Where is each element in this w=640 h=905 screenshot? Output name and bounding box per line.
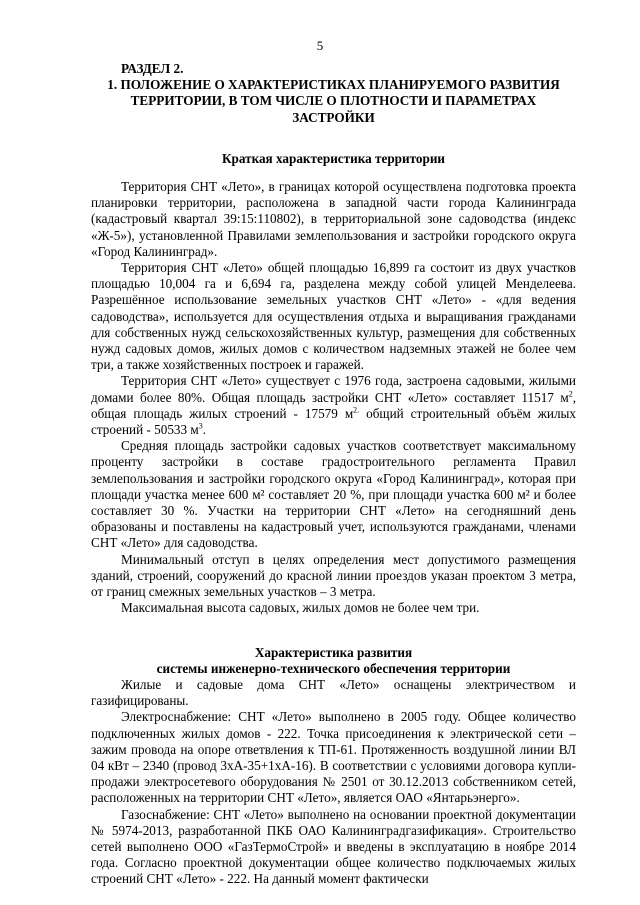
sup-cube: 3 <box>198 421 203 431</box>
document-body <box>91 61 576 888</box>
p3-part-b: , общая площадь жилых строений - 17579 м <box>91 389 576 421</box>
territory-paragraph-6: Максимальная высота садовых, жилых домов не более чем три. <box>121 600 480 616</box>
engineering-paragraph-2: Электроснабжение: СНТ «Лето» выполнено в 2005 году. Общее количество подключенных жилых домов - 222. Точка присоединения к электрической сети – зажим провода на опоре ответвления к ТП-61. Протяженность воздушной линии ВЛ 04 кВт – 2340 (провод 3хА-35+1хА-16). В соответствии с условиями договора купли-продажи электросетевого оборудования № 2501 от 30.12.2013 собственником сетей, расположенных на территории СНТ «Лето», является ОАО «Янтарьэнерго». <box>91 709 576 806</box>
territory-paragraph-2: Территория СНТ «Лето» общей площадью 16,899 га состоит из двух участков площадью 10,004 га и 6,694 га, разделена между собой улицей Менделеева. Разрешённое использование земельных участков СНТ «Лето» - «для ведения садоводства», используется для осуществления отдыха и выращивания гражданами для собственных нужд сельскохозяйственных культур, размещения для собственных нужд садовых домов, жилых домов с количеством надземных этажей не более чем три, а также хозяйственных построек и гаражей. <box>91 260 576 373</box>
section-heading: 1. ПОЛОЖЕНИЕ О ХАРАКТЕРИСТИКАХ ПЛАНИРУЕМОГО РАЗВИТИЯ ТЕРРИТОРИИ, В ТОМ ЧИСЛЕ О ПЛОТНОСТИ И ПАРАМЕТРАХ ЗАСТРОЙКИ <box>107 77 560 125</box>
territory-paragraph-3 <box>91 373 576 438</box>
page-number: 5 <box>316 38 324 53</box>
section-label: РАЗДЕЛ 2. <box>121 61 184 76</box>
sup-square-dot: 2. <box>353 405 360 415</box>
engineering-paragraph-3: Газоснабжение: СНТ «Лето» выполнено на основании проектной документации № 5974-2013, разработанной ПКБ ОАО Калининградгазификация». Строительство сетей выполнено ООО «ГазТермоСтрой» и введены в эксплуатацию в ноябре 2014 года. Согласно проектной документации общее количество подключаемых жилых строений СНТ «Лето» - 222. На данный момент фактически <box>91 806 576 887</box>
p3-part-c: общий строительный объём жилых строений - 50533 м <box>91 405 576 438</box>
p3-part-d: . <box>202 422 207 438</box>
territory-paragraph-1: Территория СНТ «Лето», в границах которой осуществлена подготовка проекта планировки территории, расположена в западной части города Калининграда (кадастровый квартал 39:15:110802), в территориальной зоне садоводства (индекс «Ж-5»), установленной Правилами землепользования и застройки городского округа «Город Калининград». <box>91 179 576 259</box>
territory-title: Краткая характеристика территории <box>221 150 446 166</box>
engineering-paragraph-1: Жилые и садовые дома СНТ «Лето» оснащены электричеством и газифицированы. <box>91 676 576 709</box>
territory-paragraph-5: Минимальный отступ в целях определения мест допустимого размещения зданий, строений, сооружений до красной линии проездов указан проектом 3 метра, от границ смежных земельных участков – 3 метра. <box>91 551 576 600</box>
territory-paragraph-4: Средняя площадь застройки садовых участков соответствует максимальному проценту застройки в составе градостроительного регламента Правил землепользования и застройки городского округа «Город Калининград», которая при площади участка менее 600 м² составляет 20 %, при площади участка 600 м² и более составляет 30 %. Участки на территории СНТ «Лето» на сегодняшний день образованы и поставлены на кадастровый учет, используются гражданами, членами СНТ «Лето» для садоводства. <box>91 438 576 551</box>
engineering-title-line-1: Характеристика развития <box>254 644 413 660</box>
p3-part-a: Территория СНТ «Лето» существует с 1976 года, застроена садовыми, жилыми домами более 80%. Общая площадь застройки СНТ «Лето» составляет 11517 м <box>91 373 576 405</box>
sup-square: 2 <box>568 389 573 399</box>
engineering-title-line-2: системы инженерно-технического обеспечения территории <box>156 660 511 676</box>
